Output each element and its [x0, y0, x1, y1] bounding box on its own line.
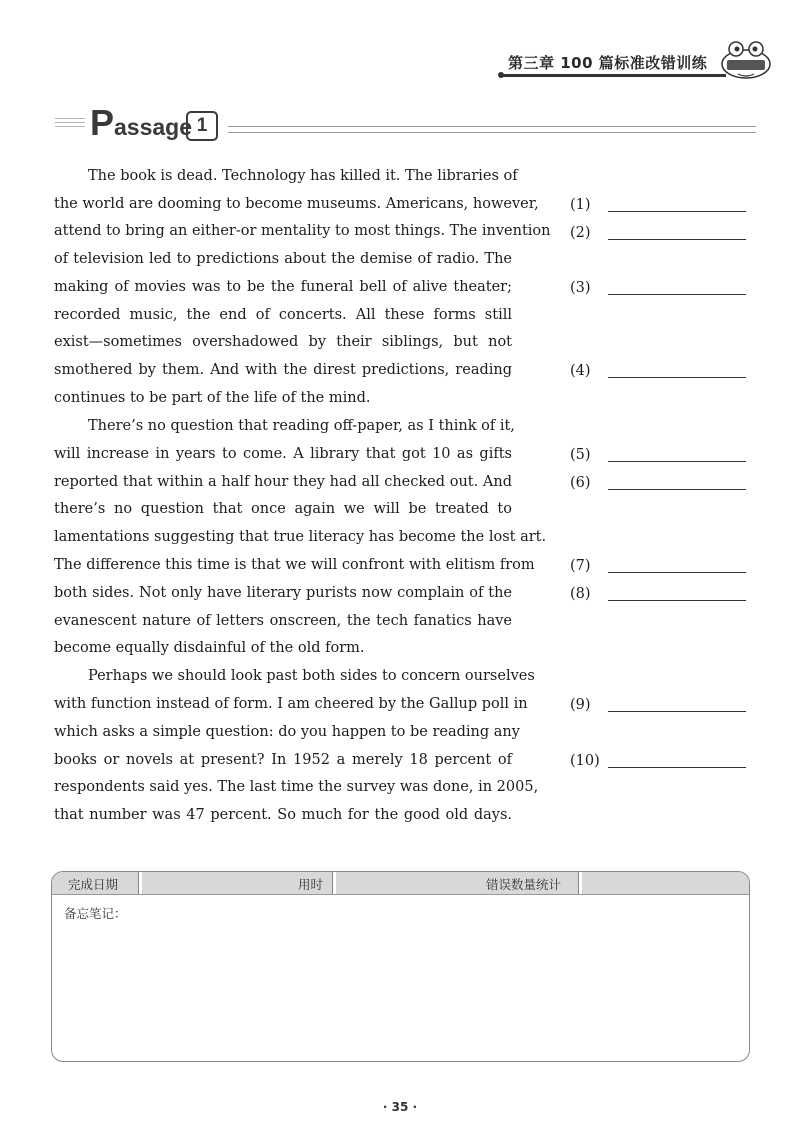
error-count-label: 错误数量统计	[486, 877, 562, 892]
text-line: the world are dooming to become museums. Americans, however,	[54, 196, 539, 212]
study-record-box	[51, 871, 750, 1062]
text-line: attend to bring an either-or mentality to most things. The invention	[54, 223, 551, 239]
heading-rule	[228, 126, 756, 133]
text-line: will increase in years to come. A library that got 10 as gifts	[54, 446, 512, 462]
text-line: of television led to predictions about the demise of radio. The	[54, 251, 512, 267]
text-line: continues to be part of the life of the mind.	[54, 390, 371, 406]
answer-label: (3)	[570, 280, 591, 296]
answer-blank[interactable]	[608, 294, 746, 295]
text-line: become equally disdainful of the old form.	[54, 640, 365, 656]
answer-blank[interactable]	[608, 461, 746, 462]
text-line: exist—sometimes overshadowed by their siblings, but not	[54, 334, 512, 350]
completion-date-label: 完成日期	[68, 877, 119, 892]
text-line: books or novels at present? In 1952 a merely 18 percent of	[54, 752, 512, 768]
heading-lead-lines	[55, 118, 85, 130]
text-line: which asks a simple question: do you happen to be reading any	[54, 724, 520, 740]
text-line: with function instead of form. I am cheered by the Gallup poll in	[54, 696, 528, 712]
answer-label: (9)	[570, 697, 591, 713]
frog-mascot-icon	[720, 40, 772, 80]
text-line: that number was 47 percent. So much for the good old days.	[54, 807, 512, 823]
answer-label: (10)	[570, 753, 600, 769]
text-line: making of movies was to be the funeral bell of alive theater;	[54, 279, 512, 295]
passage-heading: Passage	[90, 102, 193, 143]
answer-label: (1)	[570, 197, 591, 213]
memo-label: 备忘笔记：	[64, 906, 127, 921]
answer-blank[interactable]	[608, 489, 746, 490]
answer-blank[interactable]	[608, 377, 746, 378]
answer-label: (2)	[570, 225, 591, 241]
text-line: there’s no question that once again we will be treated to	[54, 501, 512, 517]
text-line: The book is dead. Technology has killed it. The libraries of	[88, 168, 518, 184]
answer-blank[interactable]	[608, 572, 746, 573]
answer-blank[interactable]	[608, 711, 746, 712]
divider	[578, 872, 582, 894]
answer-label: (7)	[570, 558, 591, 574]
text-line: recorded music, the end of concerts. All these forms still	[54, 307, 512, 323]
text-line: There’s no question that reading off-paper, as I think of it,	[88, 418, 515, 434]
text-line: reported that within a half hour they had all checked out. And	[54, 474, 512, 490]
text-line: both sides. Not only have literary purists now complain of the	[54, 585, 512, 601]
text-line: evanescent nature of letters onscreen, the tech fanatics have	[54, 613, 512, 629]
record-header	[52, 872, 749, 895]
text-line: Perhaps we should look past both sides to concern ourselves	[88, 668, 535, 684]
page-number: · 35 ·	[382, 1100, 418, 1114]
text-line: respondents said yes. The last time the survey was done, in 2005,	[54, 779, 539, 795]
answer-label: (8)	[570, 586, 591, 602]
text-line: lamentations suggesting that true literacy has become the lost art.	[54, 529, 547, 545]
answer-blank[interactable]	[608, 211, 746, 212]
time-used-label: 用时	[298, 877, 324, 892]
divider	[138, 872, 142, 894]
answer-blank[interactable]	[608, 767, 746, 768]
answer-label: (4)	[570, 363, 591, 379]
header-rule	[500, 74, 726, 77]
answer-label: (5)	[570, 447, 591, 463]
divider	[332, 872, 336, 894]
text-line: smothered by them. And with the direst predictions, reading	[54, 362, 512, 378]
answer-blank[interactable]	[608, 600, 746, 601]
answer-blank[interactable]	[608, 239, 746, 240]
text-line: The difference this time is that we will confront with elitism from	[54, 557, 535, 573]
answer-label: (6)	[570, 475, 591, 491]
chapter-title: 第三章 100 篇标准改错训练	[508, 54, 708, 72]
passage-number: 1	[186, 111, 218, 141]
